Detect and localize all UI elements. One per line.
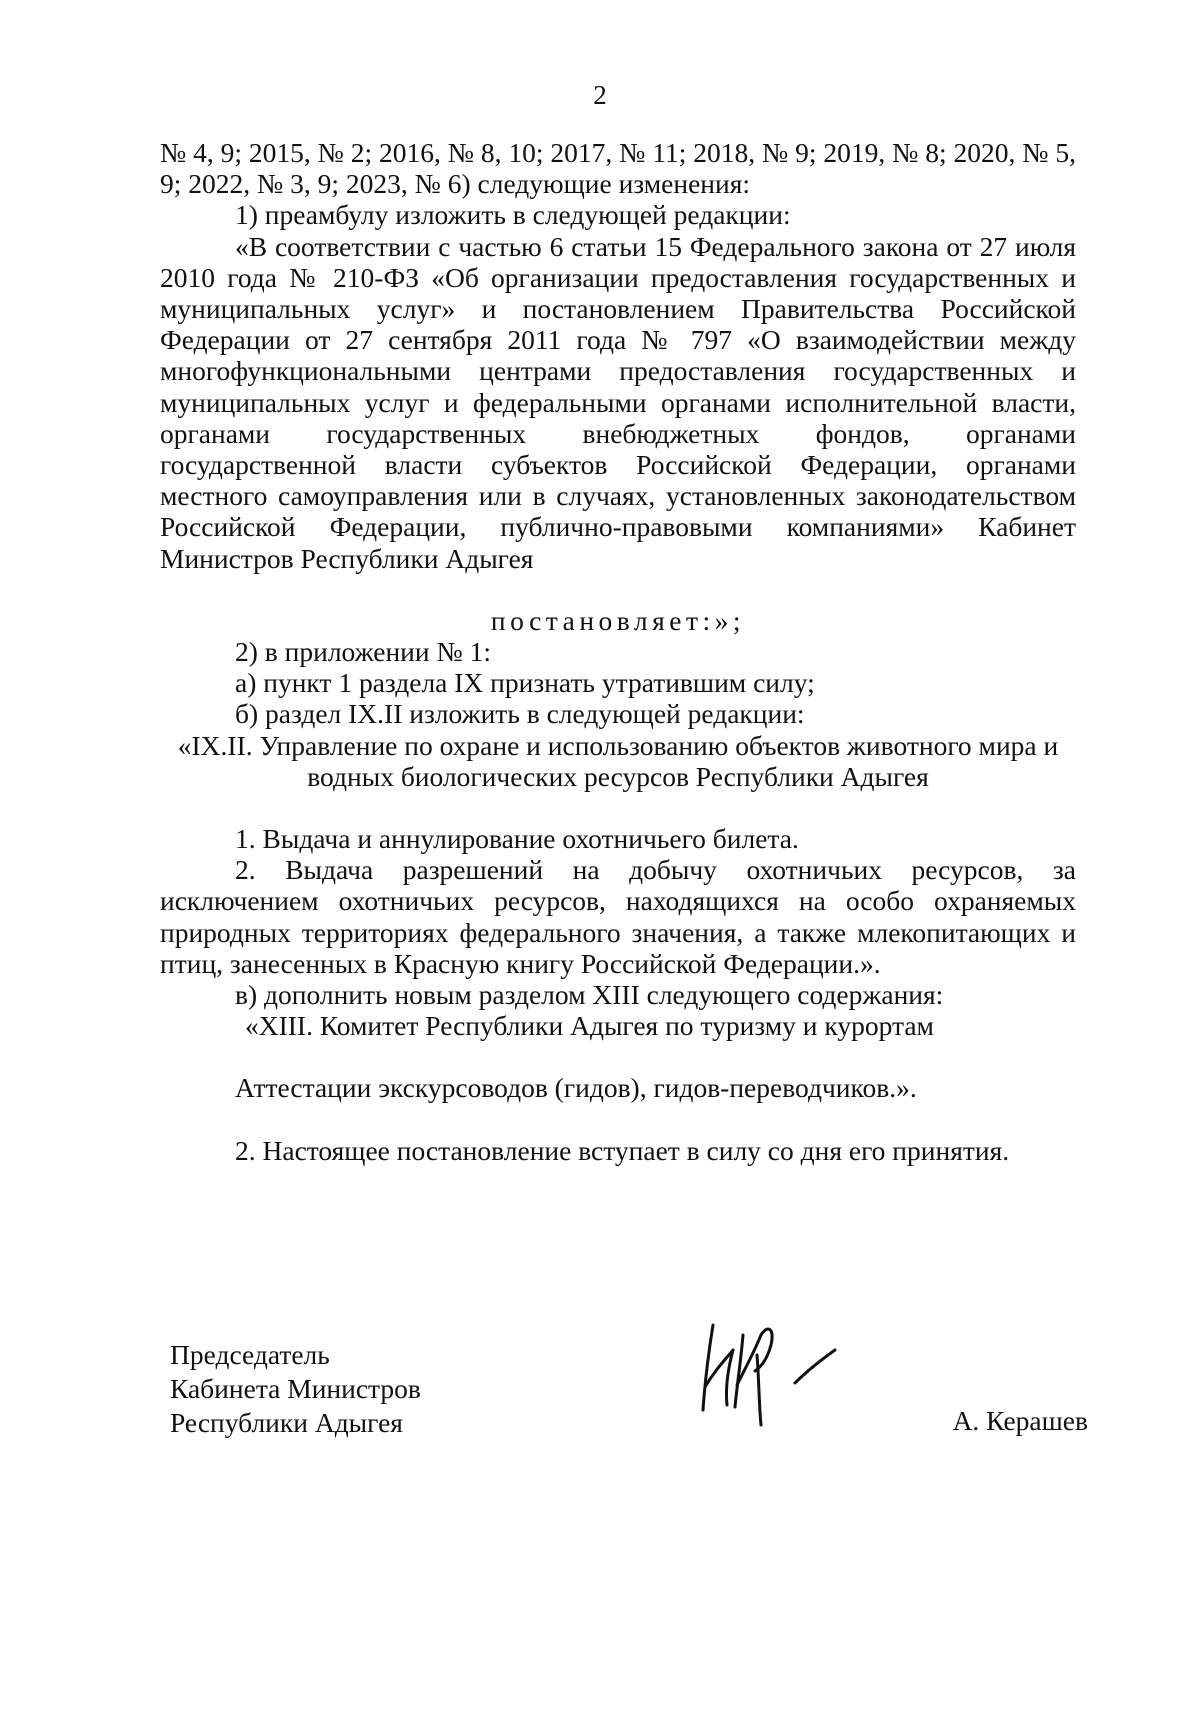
paragraph-point-1: 1. Выдача и аннулирование охотничьего билета. (235, 823, 799, 855)
signer-name: А. Керашев (952, 1405, 1088, 1436)
paragraph-resolves: постановляет:»; (490, 604, 746, 636)
paragraph-appendix-1: 2) в приложении № 1: (235, 636, 491, 668)
paragraph-entry-into-force: 2. Настоящее постановление вступает в силу со дня его принятия. (235, 1134, 1010, 1166)
paragraph-preamble-text: «В соответствии с частью 6 статьи 15 Федерального закона от 27 июля 2010 года № 210-ФЗ «Об организации предоставления государственных и муниципальных услуг» и постановлением Правительства Российской Федерации от 27 сентября 2011 года № 797 «О взаимодействии между многофункциональными центрами предоставления государственных и муниципальных услуг и федеральными органами исполнительной власти, органами государственных внебюджетных фондов, органами государственной власти субъектов Российской Федерации, органами местного самоуправления или в случаях, установленных законодательством Российской Федерации, публично-правовыми компаниями» Кабинет Министров Республики Адыгея (160, 230, 1076, 574)
paragraph-item-b: б) раздел IX.II изложить в следующей редакции: (235, 698, 805, 730)
section-heading-ix-ii: «IX.II. Управление по охране и использованию объектов животного мира и водных биологических ресурсов Республики Адыгея (177, 729, 1059, 792)
signer-title-line-3: Республики Адыгея (170, 1407, 403, 1438)
page-number: 2 (593, 80, 607, 110)
paragraph-item-c: в) дополнить новым разделом XIII следующего содержания: (235, 979, 944, 1011)
document-body (160, 137, 1076, 1166)
paragraph-attestation: Аттестации экскурсоводов (гидов), гидов-переводчиков.». (235, 1072, 917, 1104)
handwritten-signature (695, 1305, 855, 1435)
signer-title-line-1: Председатель (170, 1339, 330, 1370)
paragraph-preamble-instruction: 1) преамбулу изложить в следующей редакции: (235, 199, 791, 231)
paragraph-item-a: а) пункт 1 раздела IX признать утратившим силу; (235, 667, 815, 699)
signer-title-line-2: Кабинета Министров (170, 1373, 421, 1404)
paragraph-point-2: 2. Выдача разрешений на добычу охотничьих ресурсов, за исключением охотничьих ресурсов, находящихся на особо охраняемых природных территориях федерального значения, а также млекопитающих и птиц, занесенных в Красную книгу Российской Федерации.». (160, 854, 1076, 979)
paragraph-amendment-sources: № 4, 9; 2015, № 2; 2016, № 8, 10; 2017, № 11; 2018, № 9; 2019, № 8; 2020, № 5, 9; 2022, № 3, 9; 2023, № 6) следующие изменения: (160, 137, 1076, 200)
section-heading-xiii: «XIII. Комитет Республики Адыгея по туризму и курортам (245, 1010, 934, 1042)
signature-title-block (170, 1338, 421, 1440)
